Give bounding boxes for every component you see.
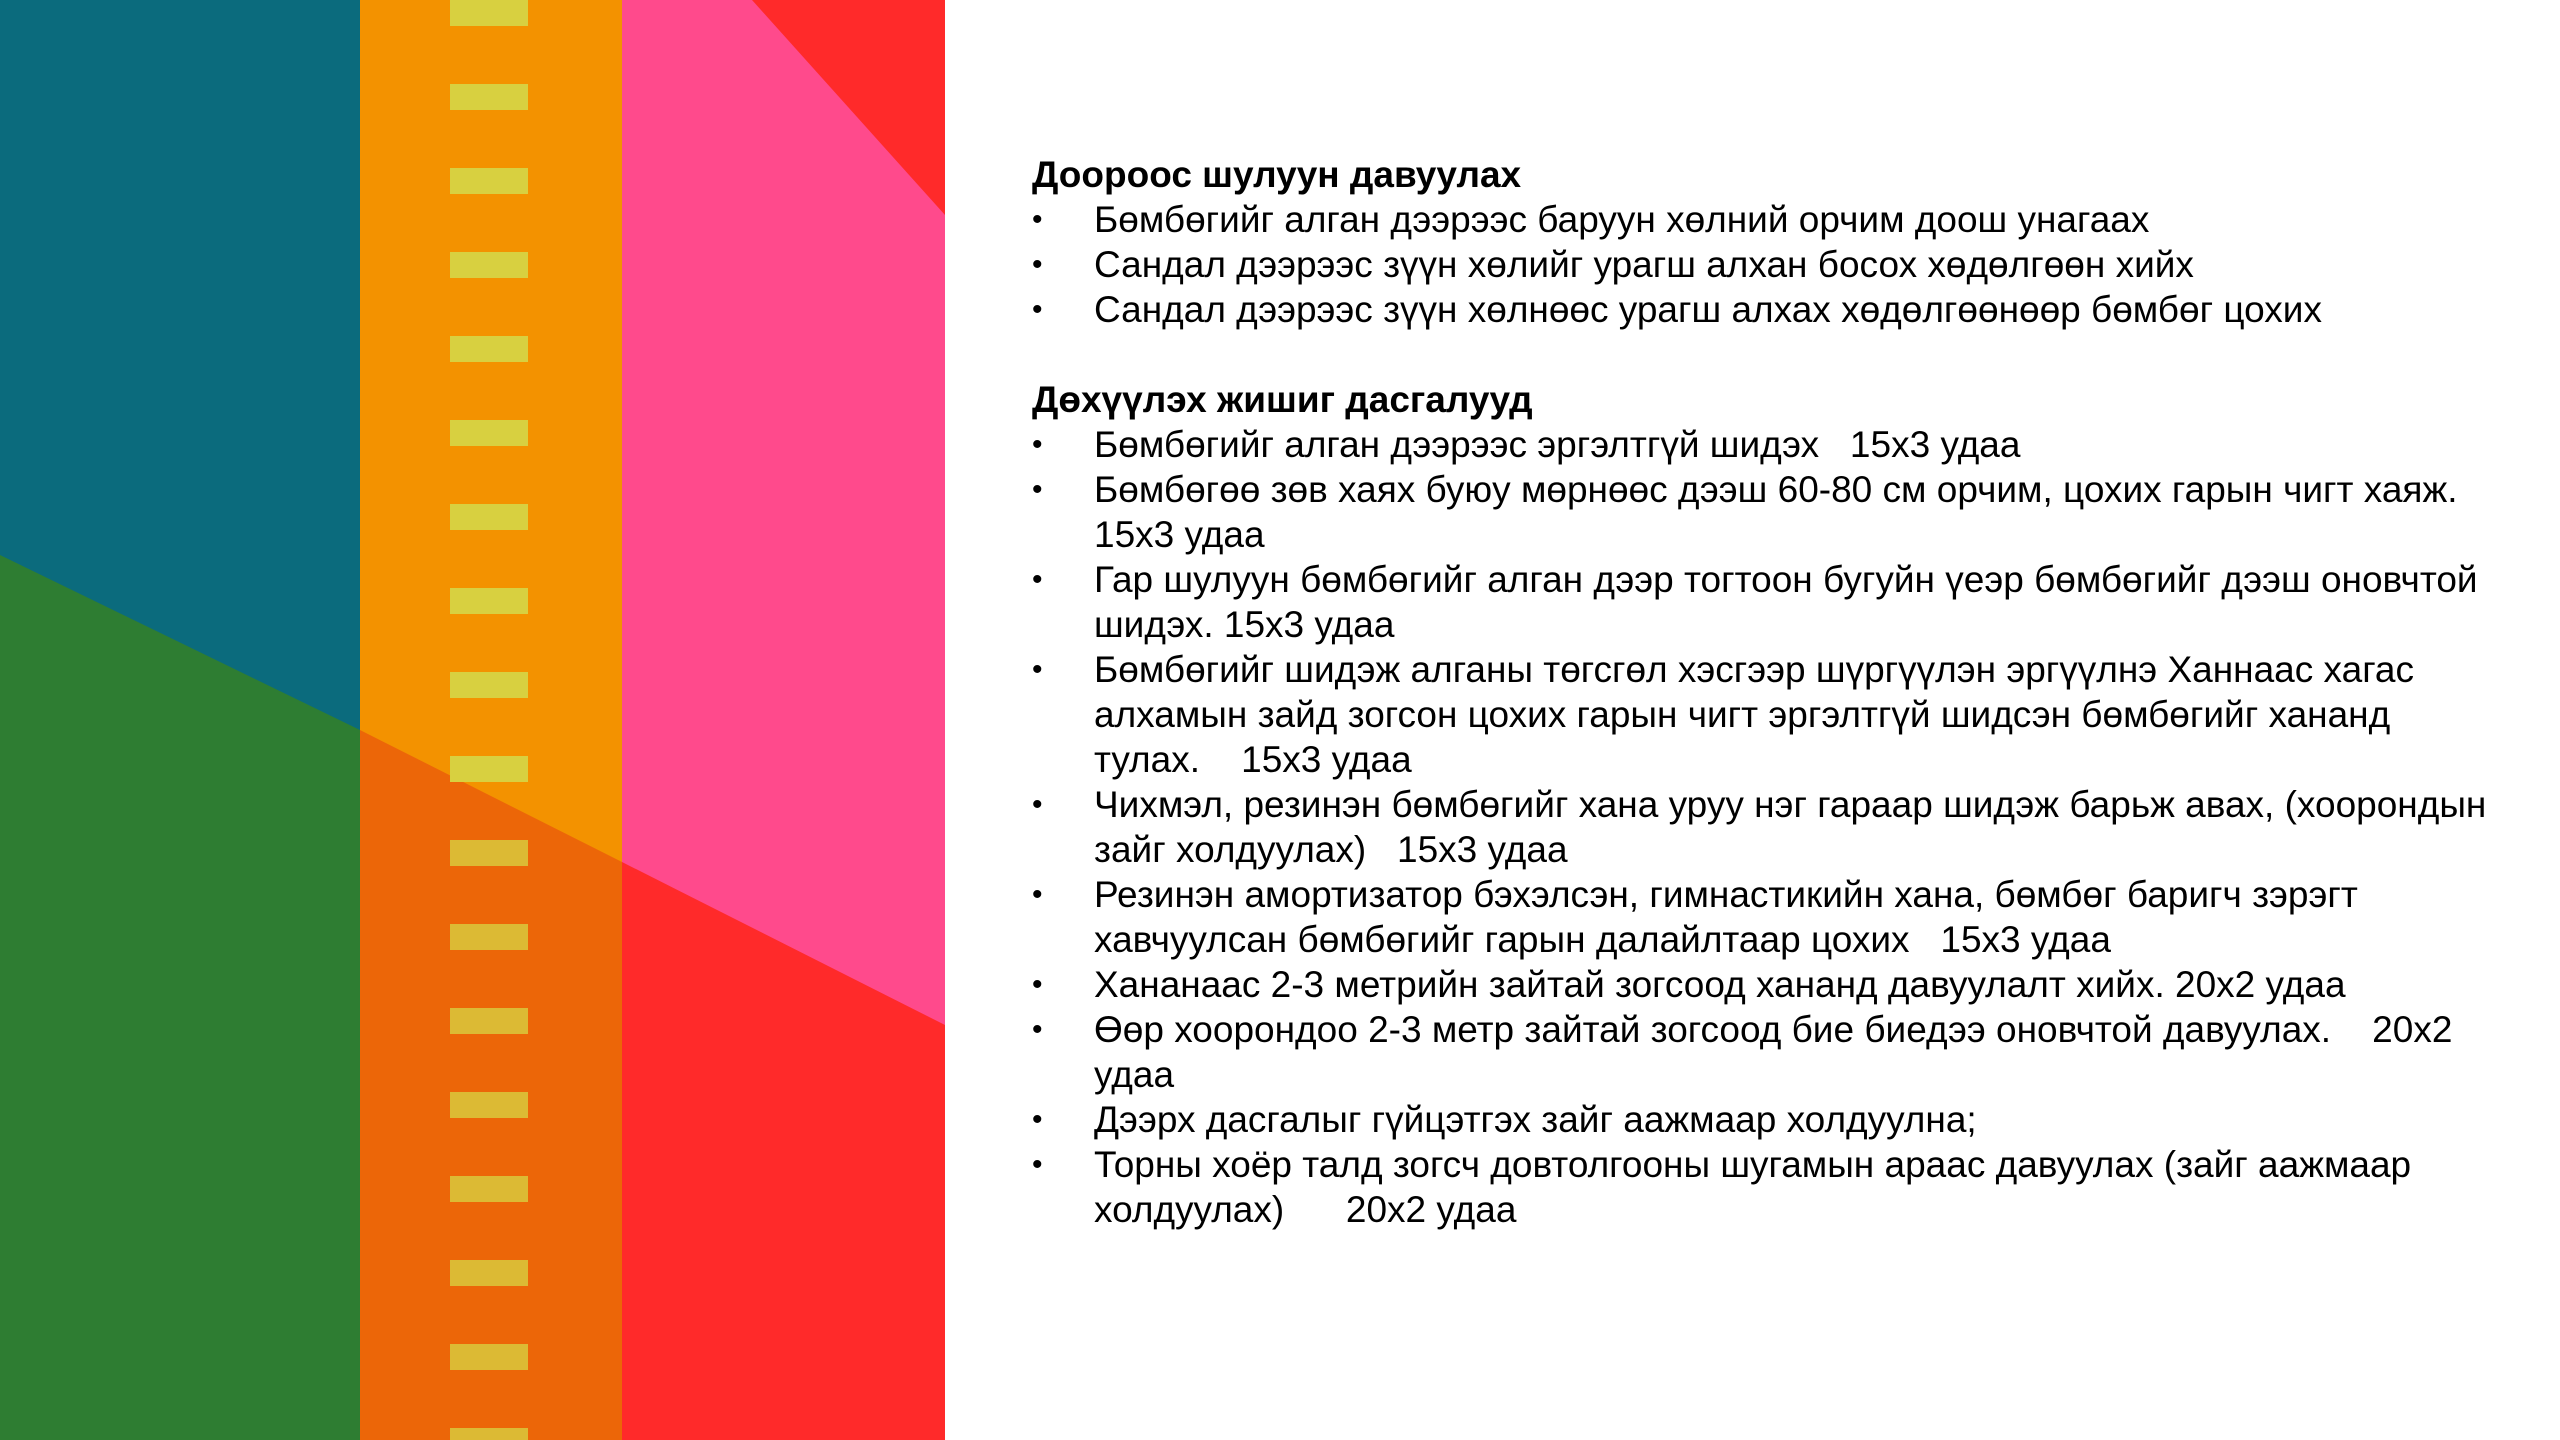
list-item [1032,1097,2502,1142]
list-item-text: Бөмбөгийг алган дээрээс эргэлтгүй шидэх 15х3 удаа [1094,424,2021,465]
list-item [1032,197,2502,242]
list-item-text: Өөр хоорондоо 2-3 метр зайтай зогсоод бие биедээ оновчтой давуулах. 20х2 удаа [1094,1009,2463,1095]
list-item [1032,782,2502,872]
section-direct-serve [1032,152,2502,332]
stripe-dash [450,1260,528,1286]
list-item [1032,872,2502,962]
stripe-dash [450,84,528,110]
bullet-marker: • [1032,248,1043,281]
list-item [1032,242,2502,287]
stripe-dash [450,924,528,950]
list-item-text: Чихмэл, резинэн бөмбөгийг хана уруу нэг гараар шидэж барьж авах, (хоорондын зайг холдуулах) 15х3 удаа [1094,784,2497,870]
bullet-marker: • [1032,788,1043,821]
bullet-marker: • [1032,428,1043,461]
stripe-dash [450,1344,528,1370]
stripe-dash [450,504,528,530]
stripe-dash [450,252,528,278]
list-item-text: Бөмбөгөө зөв хаях буюу мөрнөөс дээш 60-80 см орчим, цохих гарын чигт хаяж. 15х3 удаа [1094,469,2468,555]
decorative-color-panel [0,0,945,1440]
list-item [1032,647,2502,782]
bullet-marker: • [1032,1103,1043,1136]
stripe-dash [450,0,528,26]
stripe-dash [450,672,528,698]
bullet-marker: • [1032,293,1043,326]
stripe-dash [450,336,528,362]
bullet-list [1032,422,2502,1232]
slide-content [1032,152,2502,1277]
list-item-text: Дээрх дасгалыг гүйцэтгэх зайг аажмаар холдуулна; [1094,1099,1977,1140]
list-item [1032,962,2502,1007]
section-lead-up-exercises [1032,377,2502,1232]
list-item [1032,287,2502,332]
list-item [1032,422,2502,467]
bullet-marker: • [1032,563,1043,596]
list-item-text: Гар шулуун бөмбөгийг алган дээр тогтоон бугуйн үеэр бөмбөгийг дээш оновчтой шидэх. 15х3 удаа [1094,559,2488,645]
bullet-marker: • [1032,968,1043,1001]
list-item-text: Резинэн амортизатор бэхэлсэн, гимнастикийн хана, бөмбөг баригч зэрэгт хавчуулсан бөмбөгийг гарын далайлтаар цохих 15х3 удаа [1094,874,2369,960]
list-item [1032,1142,2502,1232]
list-item-text: Бөмбөгийг шидэж алганы төгсгөл хэсгээр шүргүүлэн эргүүлнэ Ханнаас хагас алхамын зайд зогсон цохих гарын чигт эргэлтгүй шидсэн бөмбөгийг хананд тулах. 15х3 удаа [1094,649,2425,780]
list-item [1032,557,2502,647]
list-item-text: Торны хоёр талд зогсч довтолгооны шугамын араас давуулах (зайг аажмаар холдуулах) 20х2 удаа [1094,1144,2422,1230]
section-heading: Доороос шулуун давуулах [1032,154,1522,195]
stripe-dash [450,420,528,446]
bullet-marker: • [1032,653,1043,686]
stripe-dash [450,1176,528,1202]
bullet-marker: • [1032,473,1043,506]
bullet-list [1032,197,2502,332]
stripe-dash [450,1092,528,1118]
bullet-marker: • [1032,878,1043,911]
stripe-dash [450,1008,528,1034]
bullet-marker: • [1032,1148,1043,1181]
list-item-text: Хананаас 2-3 метрийн зайтай зогсоод хананд давуулалт хийх. 20х2 удаа [1094,964,2346,1005]
decorative-graphic [0,0,945,1440]
stripe-dash [450,840,528,866]
section-heading: Дөхүүлэх жишиг дасгалууд [1032,379,1533,420]
stripe-dash [450,756,528,782]
list-item [1032,467,2502,557]
bullet-marker: • [1032,203,1043,236]
stripe-dash [450,588,528,614]
list-item-text: Сандал дээрээс зүүн хөлийг урагш алхан босох хөдөлгөөн хийх [1094,244,2194,285]
list-item-text: Бөмбөгийг алган дээрээс баруун хөлний орчим доош унагаах [1094,199,2150,240]
bullet-marker: • [1032,1013,1043,1046]
stripe-dash [450,1428,528,1440]
list-item-text: Сандал дээрээс зүүн хөлнөөс урагш алхах хөдөлгөөнөөр бөмбөг цохих [1094,289,2322,330]
stripe-dash [450,168,528,194]
list-item [1032,1007,2502,1097]
